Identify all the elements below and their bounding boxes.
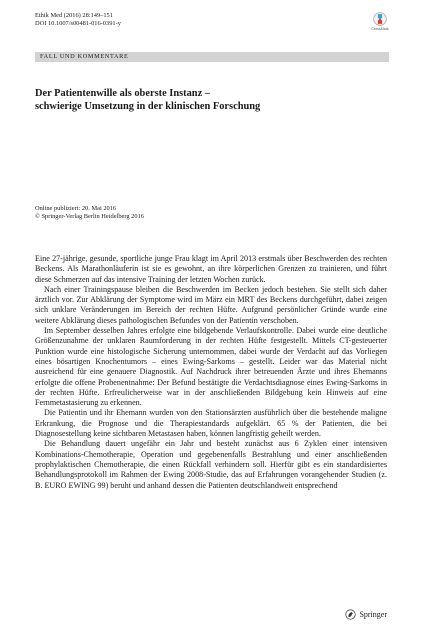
article-title	[35, 88, 395, 113]
title-line: Der Patientenwille als oberste Instanz –	[35, 88, 210, 99]
crossmark-icon	[373, 12, 387, 26]
title-line: schwierige Umsetzung in der klinischen Forschung	[35, 100, 261, 112]
section-label: FALL UND KOMMENTARE	[35, 52, 389, 62]
journal-header	[35, 12, 121, 29]
crossmark-badge[interactable]	[369, 12, 391, 31]
doi-link[interactable]: DOI 10.1007/s00481-016-0391-y	[35, 20, 121, 28]
publisher-footer	[345, 609, 387, 620]
publication-date: Online publiziert: 20. Mai 2016	[35, 205, 117, 212]
springer-horse-icon	[345, 609, 356, 620]
body-paragraph: Im September desselben Jahres erfolgte eine bildgebende Verlaufskontrolle. Dabei wurde eine deutliche Größenzunahme der unklaren Raumforderung in der rechten Hüfte festgestellt. Mittels CT-gesteuerter Punktion wurde eine histologische Sicherung unternommen, dabei wurde der Verdacht auf das Vorliegen eines bösartigen Knochentumors – eines Ewing-Sarkoms – gestellt. Leider war das Material nicht ausreichend für eine genauere Diagnostik. Auf Nachdruck ihrer betreuenden Ärzte und ihres Ehemanns erfolgte die offene Probenentnahme: Der Befund bestätigte die Verdachtsdiagnose eines Ewing-Sarkoms in der rechten Hüfte. Erfreulicherweise war in der anschließenden Bildgebung kein Hinweis auf eine Fernmetastasierung zu erkennen.	[35, 326, 387, 408]
publisher-name: Springer	[359, 610, 387, 619]
body-paragraph: Die Behandlung dauert ungefähr ein Jahr und besteht zunächst aus 6 Zyklen einer intensiven Kombinations-Chemotherapie, Operation und gegebenenfalls Bestrahlung und einer anschließenden prophylaktischen Chemotherapie, die einen Rückfall verhindern soll. Hierfür gibt es ein standardisiertes Behandlungsprotokoll im Rahmen der Ewing 2008-Studie, das auf Erfahrungen vorangehender Studien (z. B. EURO EWING 99) beruht und anhand dessen die Patienten deutschlandweit entsprechend	[35, 439, 387, 490]
copyright-notice: © Springer-Verlag Berlin Heidelberg 2016	[35, 213, 144, 221]
body-paragraph: Eine 27-jährige, gesunde, sportliche junge Frau klagt im April 2013 erstmals über Beschwerden des rechten Beckens. Als Marathonläuferin ist sie es gewohnt, an ihre körperlichen Grenzen zu trainieren, und führt diese Schmerzen auf das intensive Training der letzten Wochen zurück.	[35, 254, 387, 284]
body-paragraph: Die Patientin und ihr Ehemann wurden von den Stationsärzten ausführlich über die bestehende maligne Erkrankung, die Prognose und die Therapiestandards aufgeklärt. 65 % der Patienten, die bei Diagnosestellung keine sichtbaren Metastasen haben, können langfristig geheilt werden.	[35, 408, 387, 439]
body-paragraph: Nach einer Trainingspause bleiben die Beschwerden im Becken jedoch bestehen. Sie stellt sich daher ärztlich vor. Zur Abklärung der Symptome wird im März ein MRT des Beckens durchgeführt, dabei zeigen sich unklare Veränderungen im Bereich der rechten Hüfte. Aufgrund persönlicher Gründe wurde eine weitere Abklärung dieses pathologischen Befundes von der Patientin verschoben.	[35, 284, 387, 325]
article-body	[35, 254, 387, 491]
crossmark-label: CrossMark	[371, 27, 389, 31]
journal-citation: Ethik Med (2016) 28:149–151	[35, 12, 113, 19]
publication-meta	[35, 205, 144, 221]
